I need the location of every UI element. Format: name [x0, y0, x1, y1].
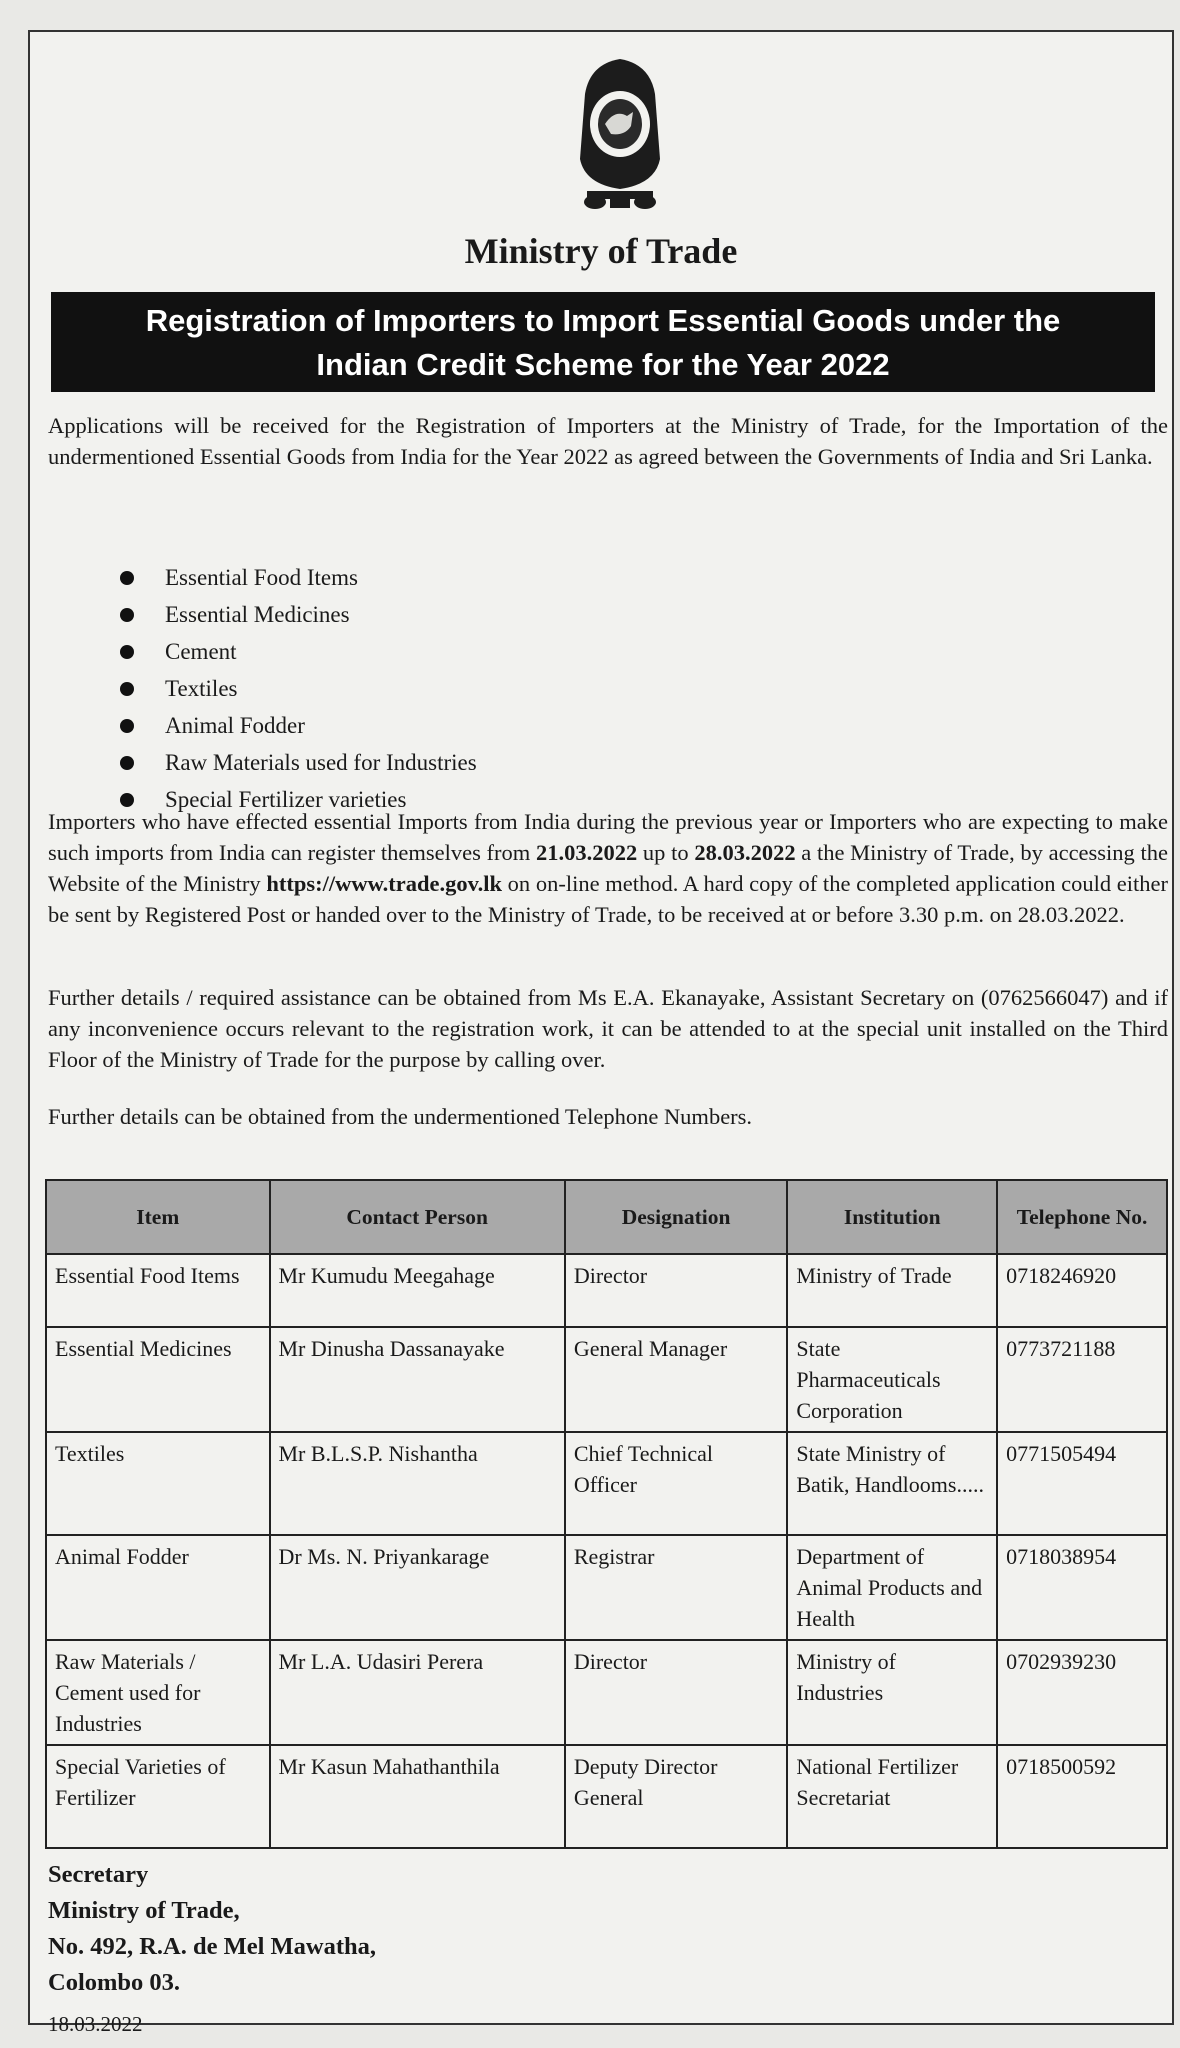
table-cell: 0718500592: [997, 1745, 1167, 1848]
table-cell: Ministry of Industries: [787, 1640, 997, 1745]
table-cell: Essential Food Items: [46, 1254, 270, 1327]
table-cell: 0702939230: [997, 1640, 1167, 1745]
notice-date: 18.03.2022: [48, 2012, 143, 2036]
contacts-table: [45, 1179, 1168, 1849]
notice-page: [28, 30, 1174, 2036]
table-cell: 0718038954: [997, 1535, 1167, 1640]
table-cell: Raw Materials / Cement used for Industries: [46, 1640, 270, 1745]
header-item: Item: [46, 1180, 270, 1254]
table-row: [46, 1535, 1167, 1640]
bullet-icon: [120, 719, 134, 733]
registration-start-date: 21.03.2022: [535, 840, 638, 865]
ministry-title: Ministry of Trade: [464, 231, 738, 271]
bullet-icon: [120, 645, 134, 659]
table-cell: Chief Technical Officer: [565, 1432, 788, 1535]
table-header-row: [46, 1180, 1167, 1254]
list-item: Essential Medicines: [120, 596, 477, 633]
signature-block: Secretary Ministry of Trade, No. 492, R.A. de Mel Mawatha, Colombo 03.: [48, 1861, 376, 1996]
telephone-intro: Further details can be obtained from the undermentioned Telephone Numbers.: [48, 1104, 753, 1129]
list-item: Essential Food Items: [120, 559, 477, 596]
bullet-icon: [120, 682, 134, 696]
essential-goods-list: [120, 559, 477, 818]
table-row: [46, 1640, 1167, 1745]
table-cell: General Manager: [565, 1327, 788, 1432]
table-cell: Special Varieties of Fertilizer: [46, 1745, 270, 1848]
table-cell: Director: [565, 1640, 788, 1745]
table-cell: Dr Ms. N. Priyankarage: [270, 1535, 565, 1640]
headline-line-1: Registration of Importers to Import Essential Goods under the: [145, 303, 1061, 338]
table-cell: Ministry of Trade: [787, 1254, 997, 1327]
table-cell: Mr Kumudu Meegahage: [270, 1254, 565, 1327]
list-item: Raw Materials used for Industries: [120, 744, 477, 781]
header-institution: Institution: [787, 1180, 997, 1254]
table-cell: State Ministry of Batik, Handlooms.....: [787, 1432, 997, 1535]
table-row: [46, 1254, 1167, 1327]
table-cell: Essential Medicines: [46, 1327, 270, 1432]
bullet-icon: [120, 793, 134, 807]
table-cell: Registrar: [565, 1535, 788, 1640]
header-designation: Designation: [565, 1180, 788, 1254]
header-contact-person: Contact Person: [270, 1180, 565, 1254]
table-cell: Mr Dinusha Dassanayake: [270, 1327, 565, 1432]
table-cell: Textiles: [46, 1432, 270, 1535]
bullet-icon: [120, 571, 134, 585]
list-item: Textiles: [120, 670, 477, 707]
list-item: Animal Fodder: [120, 707, 477, 744]
table-cell: Animal Fodder: [46, 1535, 270, 1640]
assistance-paragraph: Further details / required assistance can be obtained from Ms E.A. Ekanayake, Assistant Secretary on (0762566047) and if any inconvenience occurs relevant to the registration work, it can be attended to at the special unit installed on the Third Floor of the Ministry of Trade for the purpose by calling over.: [48, 985, 1168, 1072]
header-telephone: Telephone No.: [997, 1180, 1167, 1254]
table-cell: National Fertilizer Secretariat: [787, 1745, 997, 1848]
registration-paragraph: Importers who have effected essential Imports from India during the previous year or Importers who are expecting to make such imports from India can register themselves from 21.03.2022 up to 28.03.2022 a the Ministry of Trade, by accessing the Website of the Ministry https://www.trade.gov.lk on on-line method. A hard copy of the completed application could either be sent by Registered Post or handed over to the Ministry of Trade, to be received at or before 3.30 p.m. on 28.03.2022.: [48, 809, 1168, 927]
headline-line-2: Indian Credit Scheme for the Year 2022: [316, 347, 890, 382]
table-cell: 0771505494: [997, 1432, 1167, 1535]
table-cell: State Pharmaceuticals Corporation: [787, 1327, 997, 1432]
bullet-icon: [120, 608, 134, 622]
sri-lanka-emblem-icon: [565, 54, 675, 214]
list-item: Cement: [120, 633, 477, 670]
table-cell: 0773721188: [997, 1327, 1167, 1432]
table-cell: 0718246920: [997, 1254, 1167, 1327]
table-cell: Mr L.A. Udasiri Perera: [270, 1640, 565, 1745]
table-row: [46, 1327, 1167, 1432]
table-cell: Mr B.L.S.P. Nishantha: [270, 1432, 565, 1535]
table-cell: Department of Animal Products and Health: [787, 1535, 997, 1640]
table-cell: Mr Kasun Mahathanthila: [270, 1745, 565, 1848]
table-cell: Director: [565, 1254, 788, 1327]
intro-paragraph: Applications will be received for the Registration of Importers at the Ministry of Trade, for the Importation of the undermentioned Essential Goods from India for the Year 2022 as agreed between the Governments of India and Sri Lanka.: [48, 413, 1168, 469]
ministry-website-link[interactable]: https://www.trade.gov.lk: [266, 871, 502, 896]
table-row: [46, 1432, 1167, 1535]
bullet-icon: [120, 756, 134, 770]
notice-headline-banner: [51, 292, 1155, 392]
list-item: Special Fertilizer varieties: [120, 781, 477, 818]
table-cell: Deputy Director General: [565, 1745, 788, 1848]
table-row: [46, 1745, 1167, 1848]
registration-end-date: 28.03.2022: [694, 840, 796, 865]
